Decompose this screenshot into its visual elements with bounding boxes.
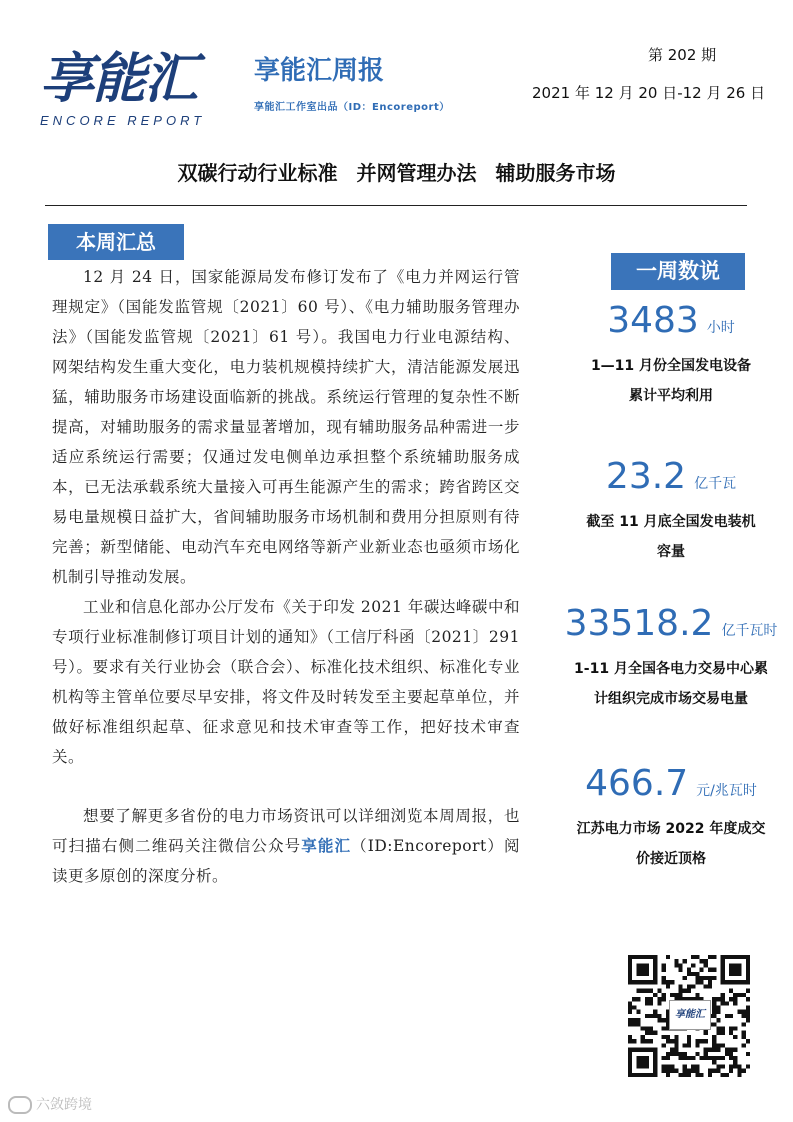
watermark-icon <box>8 1096 32 1114</box>
qr-module <box>716 1064 720 1068</box>
qr-module <box>704 976 708 980</box>
qr-module <box>729 1069 733 1073</box>
closing-paragraph <box>52 801 520 891</box>
qr-module <box>662 1018 666 1022</box>
qr-module <box>666 1056 670 1060</box>
qr-module <box>746 989 750 993</box>
qr-module <box>704 959 708 963</box>
qr-module <box>729 1064 733 1068</box>
qr-module <box>721 1064 725 1068</box>
qr-module <box>662 1064 666 1068</box>
qr-module <box>666 1052 670 1056</box>
qr-module <box>708 1056 712 1060</box>
qr-module <box>737 1073 741 1077</box>
qr-module <box>721 1043 725 1047</box>
qr-module <box>687 1035 691 1039</box>
qr-module <box>733 1048 737 1052</box>
qr-module <box>721 993 725 997</box>
qr-module <box>649 1039 653 1043</box>
brand-title: 享能汇周报 <box>254 56 385 86</box>
qr-module <box>628 1039 632 1043</box>
qr-module <box>670 1048 674 1052</box>
qr-module <box>712 1043 716 1047</box>
qr-module <box>746 1064 750 1068</box>
qr-module <box>636 1018 640 1022</box>
qr-module <box>708 1073 712 1077</box>
qr-module <box>695 993 699 997</box>
qr-module <box>733 1056 737 1060</box>
qr-module <box>695 1064 699 1068</box>
qr-module <box>742 1010 746 1014</box>
logo-subtext: ENCORE REPORT <box>40 113 206 128</box>
qr-module <box>670 980 674 984</box>
qr-module <box>670 1052 674 1056</box>
qr-module <box>695 1043 699 1047</box>
qr-module <box>746 1039 750 1043</box>
qr-module <box>737 1069 741 1073</box>
qr-module <box>687 1043 691 1047</box>
qr-module <box>700 980 704 984</box>
qr-module <box>733 1027 737 1031</box>
qr-module <box>632 1005 636 1009</box>
qr-module <box>674 1069 678 1073</box>
qr-module <box>725 1001 729 1005</box>
qr-module <box>653 1014 657 1018</box>
qr-module <box>746 1010 750 1014</box>
qr-module <box>687 989 691 993</box>
qr-module <box>666 1039 670 1043</box>
closing-text: 想要了解更多省份的电力市场资讯可以详细浏览本周周报，也可扫描右侧二维码关注微信公众号 <box>52 807 520 855</box>
qr-module <box>670 1064 674 1068</box>
page-headline: 双碳行动行业标准 并网管理办法 辅助服务市场 <box>177 161 616 185</box>
qr-module <box>695 976 699 980</box>
qr-module <box>742 1069 746 1073</box>
qr-module <box>674 1048 678 1052</box>
qr-module <box>678 963 682 967</box>
qr-module <box>742 993 746 997</box>
stat-description: 江苏电力市场 2022 年度成交 <box>576 821 766 837</box>
qr-module <box>678 989 682 993</box>
stat-item <box>556 456 786 567</box>
qr-module <box>729 1052 733 1056</box>
qr-module <box>729 997 733 1001</box>
qr-module <box>721 997 725 1001</box>
qr-module <box>712 1039 716 1043</box>
stat-value: 466.7 <box>585 763 689 804</box>
qr-module <box>704 963 708 967</box>
qr-module <box>662 993 666 997</box>
qr-module <box>729 1014 733 1018</box>
qr-module <box>687 1039 691 1043</box>
qr-module <box>712 955 716 959</box>
qr-module <box>649 1027 653 1031</box>
qr-module <box>716 1056 720 1060</box>
stat-unit: 亿千瓦 <box>694 476 737 492</box>
stat-description: 累计平均利用 <box>629 388 713 404</box>
qr-module <box>700 1056 704 1060</box>
qr-module <box>683 976 687 980</box>
qr-module <box>645 989 649 993</box>
stat-unit: 元/兆瓦时 <box>696 783 757 799</box>
producer-line: 享能汇工作室出品（ID：Encoreport） <box>254 102 450 113</box>
qr-module <box>674 1039 678 1043</box>
qr-module <box>653 1010 657 1014</box>
stat-value: 3483 <box>607 300 699 341</box>
watermark-text: 六敛跨境 <box>36 1097 92 1113</box>
qr-module <box>678 968 682 972</box>
summary-paragraph: 工业和信息化部办公厅发布《关于印发 2021 年碳达峰碳中和专项行业标准制修订项目计划的通知》（工信厅科函〔2021〕291 号）。要求有关行业协会（联合会）、标准化技术组织、标准化专业机构等主管单位要尽早安排，将文件及时转发至主要起草单位，并做好标准组织起草、征求意见和技术审查等工作，把好技术审查关。 <box>52 598 520 766</box>
qr-module <box>683 959 687 963</box>
qr-module <box>708 955 712 959</box>
qr-module <box>687 1073 691 1077</box>
stat-description: 1—11 月份全国发电设备 <box>590 358 752 374</box>
qr-module <box>687 1056 691 1060</box>
qr-module <box>645 1014 649 1018</box>
summary-body <box>52 262 520 891</box>
qr-module <box>683 1069 687 1073</box>
qr-module <box>746 997 750 1001</box>
qr-module <box>712 976 716 980</box>
qr-center-logo: 享能汇 <box>669 1000 711 1030</box>
qr-module <box>742 1043 746 1047</box>
qr-module <box>632 1018 636 1022</box>
qr-module <box>704 1056 708 1060</box>
stat-description: 截至 11 月底全国发电装机 <box>586 514 756 530</box>
qr-module <box>649 1014 653 1018</box>
qr-module <box>721 1073 725 1077</box>
qr-module <box>746 1014 750 1018</box>
qr-module <box>700 1039 704 1043</box>
qr-module <box>666 1069 670 1073</box>
qr-module <box>662 1035 666 1039</box>
qr-module <box>716 1027 720 1031</box>
qr-module <box>645 1039 649 1043</box>
qr-module <box>666 1035 670 1039</box>
qr-module <box>636 1022 640 1026</box>
qr-module <box>645 997 649 1001</box>
qr-module <box>628 1005 632 1009</box>
qr-module <box>645 1031 649 1035</box>
stat-item <box>556 300 786 411</box>
qr-module <box>695 980 699 984</box>
qr-module <box>695 1039 699 1043</box>
qr-module <box>700 959 704 963</box>
qr-module <box>678 1073 682 1077</box>
closing-text-tail: （ID:Encoreport）阅读更多原创的深度分析。 <box>52 837 520 885</box>
qr-module <box>657 1018 661 1022</box>
qr-module <box>662 997 666 1001</box>
qr-module <box>729 989 733 993</box>
qr-module <box>628 1001 632 1005</box>
qr-module <box>729 1031 733 1035</box>
qr-module <box>716 1010 720 1014</box>
qr-module <box>632 997 636 1001</box>
qr-module <box>733 1064 737 1068</box>
qr-module <box>641 989 645 993</box>
qr-module <box>641 1035 645 1039</box>
qr-module <box>725 1014 729 1018</box>
qr-module <box>733 1035 737 1039</box>
qr-module <box>691 1056 695 1060</box>
qr-module <box>662 980 666 984</box>
qr-module <box>674 959 678 963</box>
qr-module <box>716 1018 720 1022</box>
qr-module <box>708 976 712 980</box>
brand-reference: 享能汇 <box>301 836 352 855</box>
qr-module <box>691 955 695 959</box>
qr-module <box>712 1022 716 1026</box>
summary-paragraph: 12 月 24 日，国家能源局发布修订发布了《电力并网运行管理规定》（国能发监管规〔2021〕60 号）、《电力辅助服务管理办法》（国能发监管规〔2021〕61 号）。我国电力行业电源结构、网架结构发生重大变化，电力装机规模持续扩大，清洁能源发展迅猛，辅助服务市场建设面临新的挑战。系统运行管理的复杂性不断提高，对辅助服务的需求量显著增加，现有辅助服务品种需进一步适应系统运行需要；仅通过发电侧单边承担整个系统辅助服务成本，已无法承载系统大量接入可再生能源产生的需求；跨省跨区交易电量规模日益扩大，省间辅助服务市场机制和费用分担原则有待完善；新型储能、电动汽车充电网络等新产业新业态也亟须市场化机制引导推动发展。 <box>52 268 520 586</box>
qr-module <box>716 1048 720 1052</box>
qr-module <box>729 1048 733 1052</box>
qr-module <box>742 1022 746 1026</box>
qr-module <box>678 1052 682 1056</box>
qr-module <box>746 1052 750 1056</box>
stat-value: 33518.2 <box>564 603 714 644</box>
qr-module <box>657 989 661 993</box>
qr-module <box>712 1014 716 1018</box>
qr-module <box>721 1027 725 1031</box>
qr-module <box>674 1052 678 1056</box>
qr-module <box>733 1001 737 1005</box>
qr-module <box>712 1010 716 1014</box>
qr-module <box>657 1001 661 1005</box>
qr-module <box>687 984 691 988</box>
qr-module <box>700 976 704 980</box>
qr-module <box>700 1073 704 1077</box>
qr-module <box>678 1056 682 1060</box>
qr-module <box>712 968 716 972</box>
qr-module <box>725 1052 729 1056</box>
qr-module <box>721 1056 725 1060</box>
qr-module <box>683 1073 687 1077</box>
stat-description: 容量 <box>657 544 685 560</box>
stat-item <box>556 763 786 874</box>
qr-module <box>653 1031 657 1035</box>
qr-module <box>645 1001 649 1005</box>
qr-module <box>662 976 666 980</box>
stat-unit: 小时 <box>706 320 735 336</box>
qr-module <box>678 993 682 997</box>
qr-module <box>725 1048 729 1052</box>
qr-module <box>674 963 678 967</box>
qr-module <box>708 968 712 972</box>
qr-module <box>704 1039 708 1043</box>
date-range: 2021 年 12 月 20 日-12 月 26 日 <box>532 84 766 102</box>
qr-module <box>729 1027 733 1031</box>
qr-module <box>641 1027 645 1031</box>
qr-module <box>628 1010 632 1014</box>
qr-module <box>716 1005 720 1009</box>
qr-module <box>683 1052 687 1056</box>
qr-module <box>641 1039 645 1043</box>
qr-module <box>746 1005 750 1009</box>
qr-module <box>712 1035 716 1039</box>
qr-module <box>716 1069 720 1073</box>
qr-module <box>704 1052 708 1056</box>
qr-module <box>662 968 666 972</box>
qr-module <box>712 1056 716 1060</box>
qr-module <box>683 1043 687 1047</box>
qr-module <box>662 1027 666 1031</box>
qr-module <box>695 1073 699 1077</box>
qr-module <box>687 972 691 976</box>
qr-module <box>687 1069 691 1073</box>
qr-module <box>712 997 716 1001</box>
qr-module <box>662 963 666 967</box>
qr-module <box>716 1043 720 1047</box>
qr-module <box>695 955 699 959</box>
qr-module <box>628 1035 632 1039</box>
qr-module <box>691 1064 695 1068</box>
qr-module <box>657 1014 661 1018</box>
qr-module <box>687 968 691 972</box>
qr-module <box>670 1039 674 1043</box>
qr-module <box>683 989 687 993</box>
qr-module <box>691 984 695 988</box>
qr-module <box>653 993 657 997</box>
qr-module <box>733 997 737 1001</box>
stat-item <box>556 603 786 714</box>
issue-number: 第 202 期 <box>648 46 717 64</box>
stat-unit: 亿千瓦时 <box>721 623 778 639</box>
qr-module <box>649 989 653 993</box>
qr-module <box>632 1039 636 1043</box>
qr-module <box>666 984 670 988</box>
stats-section-title: 一周数说 <box>611 253 745 290</box>
qr-module <box>695 1052 699 1056</box>
stat-value: 23.2 <box>605 456 687 497</box>
qr-module <box>708 1048 712 1052</box>
qr-module <box>746 1018 750 1022</box>
qr-module <box>742 1014 746 1018</box>
qr-module <box>733 993 737 997</box>
qr-module <box>683 1064 687 1068</box>
qr-module <box>649 997 653 1001</box>
qr-module <box>712 1060 716 1064</box>
qr-module <box>737 993 741 997</box>
qr-module <box>733 1060 737 1064</box>
qr-module <box>708 1069 712 1073</box>
qr-module <box>636 1010 640 1014</box>
qr-module <box>666 1073 670 1077</box>
qr-module <box>662 1043 666 1047</box>
qr-module <box>704 1031 708 1035</box>
qr-module <box>737 1010 741 1014</box>
qr-module <box>636 997 640 1001</box>
stat-description: 计组织完成市场交易电量 <box>594 691 748 707</box>
qr-module <box>691 1069 695 1073</box>
qr-module <box>712 1001 716 1005</box>
qr-module <box>712 1069 716 1073</box>
qr-module <box>708 984 712 988</box>
watermark <box>8 1094 92 1114</box>
qr-module <box>704 1048 708 1052</box>
qr-module <box>628 1018 632 1022</box>
qr-module <box>725 1073 729 1077</box>
qr-module <box>666 1064 670 1068</box>
qr-module <box>721 1001 725 1005</box>
qr-module <box>712 1048 716 1052</box>
qr-module <box>645 1027 649 1031</box>
qr-module <box>695 1069 699 1073</box>
qr-module <box>737 1064 741 1068</box>
qr-module <box>657 997 661 1001</box>
qr-module <box>662 1056 666 1060</box>
qr-module <box>712 1005 716 1009</box>
qr-module <box>670 1069 674 1073</box>
qr-module <box>691 963 695 967</box>
qr-module <box>716 997 720 1001</box>
stat-description: 1-11 月全国各电力交易中心累 <box>574 661 768 677</box>
header-divider <box>45 205 747 206</box>
logo-wordmark: 享能汇 <box>40 47 196 110</box>
qr-module <box>666 980 670 984</box>
qr-module <box>716 1031 720 1035</box>
qr-module <box>683 1056 687 1060</box>
qr-module <box>649 1001 653 1005</box>
qr-module <box>742 1031 746 1035</box>
qr-module <box>742 1035 746 1039</box>
qr-module <box>674 1035 678 1039</box>
qr-module <box>695 972 699 976</box>
qr-module <box>691 972 695 976</box>
qr-module <box>666 955 670 959</box>
qr-module <box>674 993 678 997</box>
qr-module <box>721 1031 725 1035</box>
qr-module <box>632 1022 636 1026</box>
qr-module <box>628 1022 632 1026</box>
qr-module <box>674 1043 678 1047</box>
qr-module <box>670 993 674 997</box>
summary-section-title: 本周汇总 <box>48 224 184 260</box>
stat-description: 价接近顶格 <box>636 851 706 867</box>
qr-module <box>729 1056 733 1060</box>
qr-module <box>704 984 708 988</box>
qr-module <box>636 989 640 993</box>
qr-module <box>662 1069 666 1073</box>
qr-module <box>700 968 704 972</box>
qr-module <box>708 980 712 984</box>
qr-module <box>649 1031 653 1035</box>
qr-module <box>678 984 682 988</box>
